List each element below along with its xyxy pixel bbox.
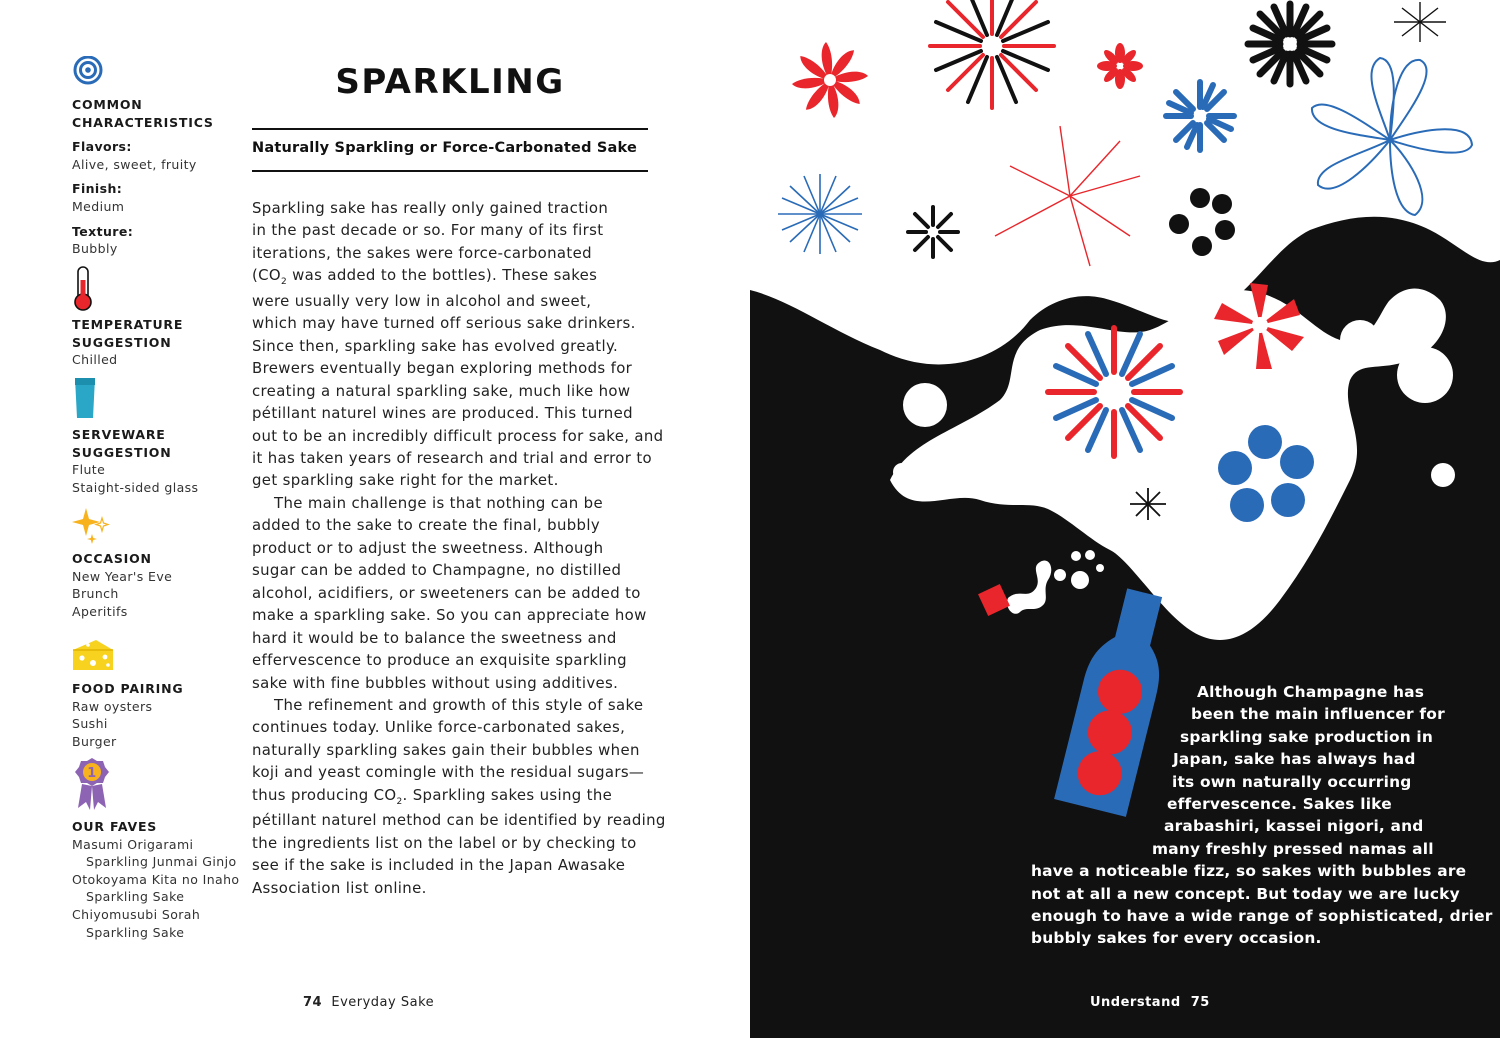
faves-heading: OUR FAVES	[72, 819, 158, 834]
right-page	[750, 0, 1500, 1038]
characteristics-heading-2: CHARACTERISTICS	[72, 114, 214, 130]
body-line: Since then, sparkling sake has evolved greatly.	[252, 336, 619, 355]
fave-line: Otokoyama Kita no Inaho	[72, 871, 240, 887]
quote-line: been the main influencer for	[1191, 705, 1445, 724]
thin-star	[1394, 2, 1446, 42]
body-segment: (CO	[252, 266, 281, 285]
body-line: sake with fine bubbles without using additives.	[252, 673, 619, 692]
body-line	[252, 264, 652, 289]
quote-line: effervescence. Sakes like	[1167, 795, 1392, 814]
occasion-heading: OCCASION	[72, 551, 152, 566]
body-line: it has taken years of research and trial and error to	[252, 448, 652, 467]
temperature-section	[72, 266, 242, 369]
body-line: see if the sake is included in the Japan Awasake	[252, 856, 626, 875]
flavors-value: Alive, sweet, fruity	[72, 156, 197, 172]
svg-text:1: 1	[87, 766, 97, 781]
body-line: Brewers eventually began exploring methods for	[252, 359, 633, 378]
body-line: The main challenge is that nothing can be	[274, 493, 603, 512]
body-line: koji and yeast comingle with the residual sugars—	[252, 763, 645, 782]
finish-label: Finish:	[72, 181, 123, 197]
fave-line: Sparkling Sake	[86, 924, 185, 940]
temperature-value: Chilled	[72, 352, 118, 368]
quote-line: sparkling sake production in	[1180, 727, 1434, 746]
folio-right	[1090, 995, 1210, 1010]
red-black-burst	[930, 0, 1054, 108]
page-title: SPARKLING	[335, 62, 565, 102]
body-line: added to the sake to create the final, bubbly	[252, 516, 600, 535]
thin-red-star	[995, 126, 1140, 266]
body-line: sugar can be added to Champagne, no distilled	[252, 561, 622, 580]
fave-line: Chiyomusubi Sorah	[72, 906, 201, 922]
body-line: The refinement and growth of this style of sake	[274, 695, 644, 714]
blue-outline-pinwheel	[1312, 58, 1472, 215]
body-line: naturally sparkling sakes gain their bubbles when	[252, 740, 640, 759]
quote-line: have a noticeable fizz, so sakes with bubbles are	[1031, 862, 1467, 881]
occasion-section	[72, 506, 242, 620]
subscript-two: 2	[396, 796, 403, 807]
page-number-right: 75	[1190, 995, 1210, 1010]
quote-line: its own naturally occurring	[1172, 772, 1412, 791]
quote-line: Although Champagne has	[1197, 683, 1425, 701]
body-segment: . Sparkling sakes using the	[402, 785, 613, 804]
serveware-value-1: Flute	[72, 462, 106, 478]
quote-line: bubbly sakes for every occasion.	[1031, 929, 1322, 948]
subscript-two: 2	[280, 277, 288, 288]
target-icon	[72, 56, 104, 88]
body-line: out to be an incredibly difficult process for sake, and	[252, 426, 664, 445]
food-pairing-heading: FOOD PAIRING	[72, 681, 184, 696]
characteristics-section	[72, 56, 242, 258]
quote-line: many freshly pressed namas all	[1152, 839, 1434, 858]
body-line: the ingredients list on the label or by checking to	[252, 833, 637, 852]
fave-line: Masumi Origarami	[72, 836, 194, 852]
body-line: iterations, the sakes were force-carbonated	[252, 243, 592, 262]
body-line: continues today. Unlike force-carbonated sakes,	[252, 718, 626, 737]
page-number-left: 74	[303, 995, 323, 1010]
small-black-urchin	[908, 207, 958, 257]
black-urchin	[1248, 4, 1332, 84]
quote-line: enough to have a wide range of sophisticated, drier	[1031, 907, 1493, 926]
occasion-item: Aperitifs	[72, 603, 128, 619]
serveware-value-2: Staight-sided glass	[72, 479, 199, 495]
body-line: in the past decade or so. For many of its first	[252, 221, 604, 240]
page-subtitle: Naturally Sparkling or Force-Carbonated Sake	[252, 140, 638, 156]
body-line: effervescence to produce an exquisite sparkling	[252, 651, 627, 670]
occasion-item: New Year's Eve	[72, 568, 173, 584]
blue-urchin	[1166, 82, 1234, 150]
occasion-item: Brunch	[72, 586, 119, 602]
running-head-left: Everyday Sake	[331, 995, 435, 1010]
ribbon-award-icon	[72, 756, 112, 812]
top-rule	[252, 128, 648, 130]
black-dot-cluster	[1169, 188, 1235, 256]
body-line: alcohol, acidifiers, or sweeteners can be added to	[252, 583, 641, 602]
body-line: hard it would be to balance the sweetness and	[252, 628, 617, 647]
body-line: product or to adjust the sweetness. Although	[252, 538, 604, 557]
small-red-flower	[1097, 43, 1143, 89]
body-line: pétillant naturel wines are produced. This turned	[252, 404, 633, 423]
faves-section	[72, 756, 242, 941]
body-line: pétillant naturel method can be identified by reading	[252, 811, 666, 830]
bottom-rule	[252, 170, 648, 172]
body-line: Association list online.	[252, 878, 427, 897]
folio-left	[303, 995, 434, 1010]
body-line: creating a natural sparkling sake, much like how	[252, 381, 631, 400]
body-segment: was added to the bottles). These sakes	[287, 266, 598, 285]
fave-line: Sparkling Junmai Ginjo	[86, 854, 237, 870]
food-pairing-item: Sushi	[72, 716, 108, 732]
food-pairing-section	[72, 636, 242, 750]
glass-icon	[72, 376, 98, 420]
texture-value: Bubbly	[72, 241, 118, 257]
sparkle-icon	[72, 506, 112, 546]
body-line: which may have turned off serious sake drinkers.	[252, 314, 636, 333]
pull-quote	[750, 681, 1500, 950]
temperature-heading-2: SUGGESTION	[72, 334, 172, 350]
cheese-icon	[72, 636, 114, 672]
body-line: get sparkling sake right for the market.	[252, 471, 559, 490]
food-pairing-item: Burger	[72, 733, 117, 749]
characteristics-heading-1: COMMON	[72, 97, 143, 112]
running-head-right: Understand	[1090, 995, 1181, 1010]
red-pinwheel	[792, 42, 868, 118]
body-line: make a sparkling sake. So you can appreciate how	[252, 606, 647, 625]
serveware-heading-2: SUGGESTION	[72, 444, 172, 460]
serveware-section	[72, 376, 242, 496]
body-line: were usually very low in alcohol and sweet,	[252, 291, 592, 310]
thin-blue-star	[778, 174, 862, 254]
flavors-label: Flavors:	[72, 139, 132, 155]
quote-line: not at all a new concept. But today we are lucky	[1031, 884, 1460, 903]
body-segment: thus producing CO	[252, 785, 397, 804]
body-line	[252, 784, 652, 809]
finish-value: Medium	[72, 198, 125, 214]
body-text	[252, 197, 666, 899]
fave-line: Sparkling Sake	[86, 889, 185, 905]
serveware-heading-1: SERVEWARE	[72, 427, 166, 442]
temperature-heading-1: TEMPERATURE	[72, 317, 184, 332]
body-line: Sparkling sake has really only gained traction	[252, 199, 609, 217]
texture-label: Texture:	[72, 223, 134, 239]
quote-line: arabashiri, kassei nigori, and	[1164, 817, 1424, 836]
thermometer-icon	[72, 266, 94, 312]
quote-line: Japan, sake has always had	[1173, 750, 1416, 769]
food-pairing-item: Raw oysters	[72, 698, 153, 714]
